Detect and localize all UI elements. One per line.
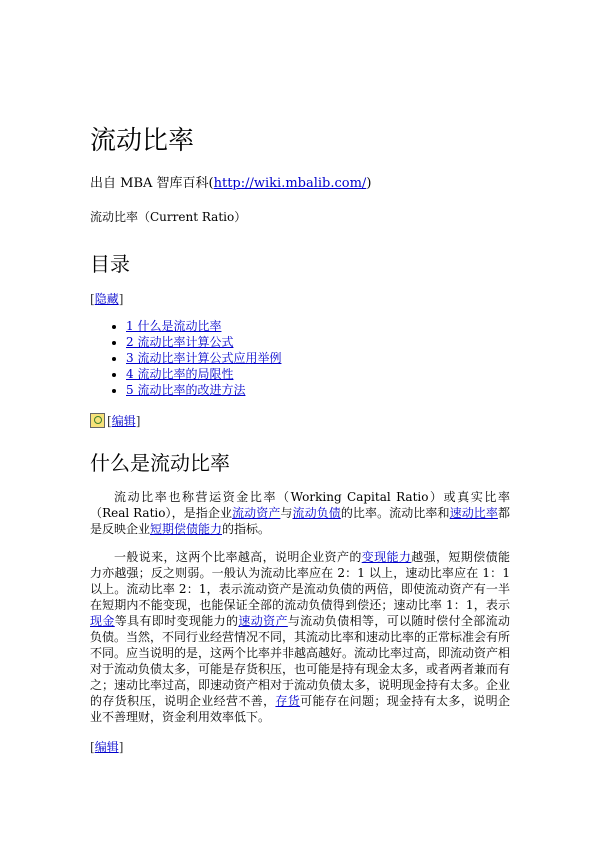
link-short-term-solvency[interactable]: 短期偿债能力 <box>150 522 223 536</box>
link-inventory[interactable]: 存货 <box>275 694 301 708</box>
link-quick-assets[interactable]: 速动资产 <box>238 614 288 628</box>
link-cash[interactable]: 现金 <box>90 614 115 628</box>
source-link[interactable]: http://wiki.mbalib.com/ <box>213 176 367 191</box>
toc-item <box>126 334 281 350</box>
link-liquidity[interactable]: 变现能力 <box>361 550 412 564</box>
toc-item <box>126 318 281 334</box>
text: 都是反映企业 <box>90 506 510 536</box>
page-title: 流动比率 <box>90 126 195 156</box>
source-suffix: ) <box>366 176 372 191</box>
edit-link-bottom[interactable]: 编辑 <box>94 740 119 754</box>
toc-item <box>126 382 281 398</box>
toc-heading: 目录 <box>90 252 130 276</box>
link-current-assets[interactable]: 流动资产 <box>232 506 281 520</box>
bracket-open: [ <box>90 292 95 306</box>
section-edit-line <box>90 412 140 429</box>
text: 的指标。 <box>222 522 271 536</box>
toc-list <box>90 318 281 398</box>
source-prefix: 出自 MBA 智库百科( <box>90 176 214 191</box>
text: 流动比率也称营运资金比率（Working Capital Ratio）或真实比率（Real Ratio），是指企业 <box>90 490 510 520</box>
bracket-open: [ <box>107 413 112 428</box>
text: 与 <box>280 506 293 520</box>
text: 越强，短期偿债能力亦越强；反之则弱。一般认为流动比率应在 2：1 以上，速动比率应在 1：1 以上。流动比率 2：1，表示流动资产是流动负债的两倍，即使流动资产有一半在短期内不能变现，也能保证全部的流动负债得到偿还；速动比率 1：1，表示 <box>90 550 510 612</box>
toc-link-2[interactable]: 2 流动比率计算公式 <box>126 335 234 349</box>
toc-hide-link[interactable]: 隐藏 <box>94 292 119 306</box>
link-quick-ratio[interactable]: 速动比率 <box>449 506 498 520</box>
toc-link-4[interactable]: 4 流动比率的局限性 <box>126 367 234 381</box>
text: 一般说来，这两个比率越高，说明企业资产的 <box>114 550 362 564</box>
toc-link-1[interactable]: 1 什么是流动比率 <box>126 319 222 333</box>
link-current-liabilities[interactable]: 流动负债 <box>292 506 341 520</box>
toc-item <box>126 366 281 382</box>
text: 与流动负债相等，可以随时偿付全部流动负债。当然，不同行业经营情况不同，其流动比率和速动比率的正常标准会有所不同。应当说明的是，这两个比率并非越高越好。流动比率过高，即流动资产相对于流动负债太多，可能是存货积压，也可能是持有现金太多，或者两者兼而有之；速动比率过高，即速动资产相对于流动负债太多，说明现金持有太多。企业的存货积压，说明企业经营不善， <box>90 614 511 708</box>
paragraph-1 <box>90 489 510 537</box>
section-edit-line-bottom <box>90 738 123 755</box>
toc-toggle <box>90 290 123 307</box>
edit-link[interactable]: 编辑 <box>111 414 136 428</box>
bracket-close: ] <box>118 292 124 306</box>
bracket-close: ] <box>135 413 141 428</box>
toc-link-3[interactable]: 3 流动比率计算公式应用举例 <box>126 351 282 365</box>
source-line <box>90 172 371 191</box>
bracket-close: ] <box>118 740 124 754</box>
edit-icon[interactable] <box>90 413 105 428</box>
paragraph-2 <box>90 549 510 725</box>
toc-link-5[interactable]: 5 流动比率的改进方法 <box>126 383 246 397</box>
text: 的比率。流动比率和 <box>340 506 450 520</box>
section-heading: 什么是流动比率 <box>90 451 230 475</box>
subtitle: 流动比率（Current Ratio） <box>90 210 247 224</box>
toc-item <box>126 350 281 366</box>
bracket-open: [ <box>90 740 95 754</box>
text: 等具有即时变现能力的 <box>114 614 239 628</box>
text: 可能存在问题；现金持有太多，说明企业不善理财，资金利用效率低下。 <box>90 694 510 724</box>
